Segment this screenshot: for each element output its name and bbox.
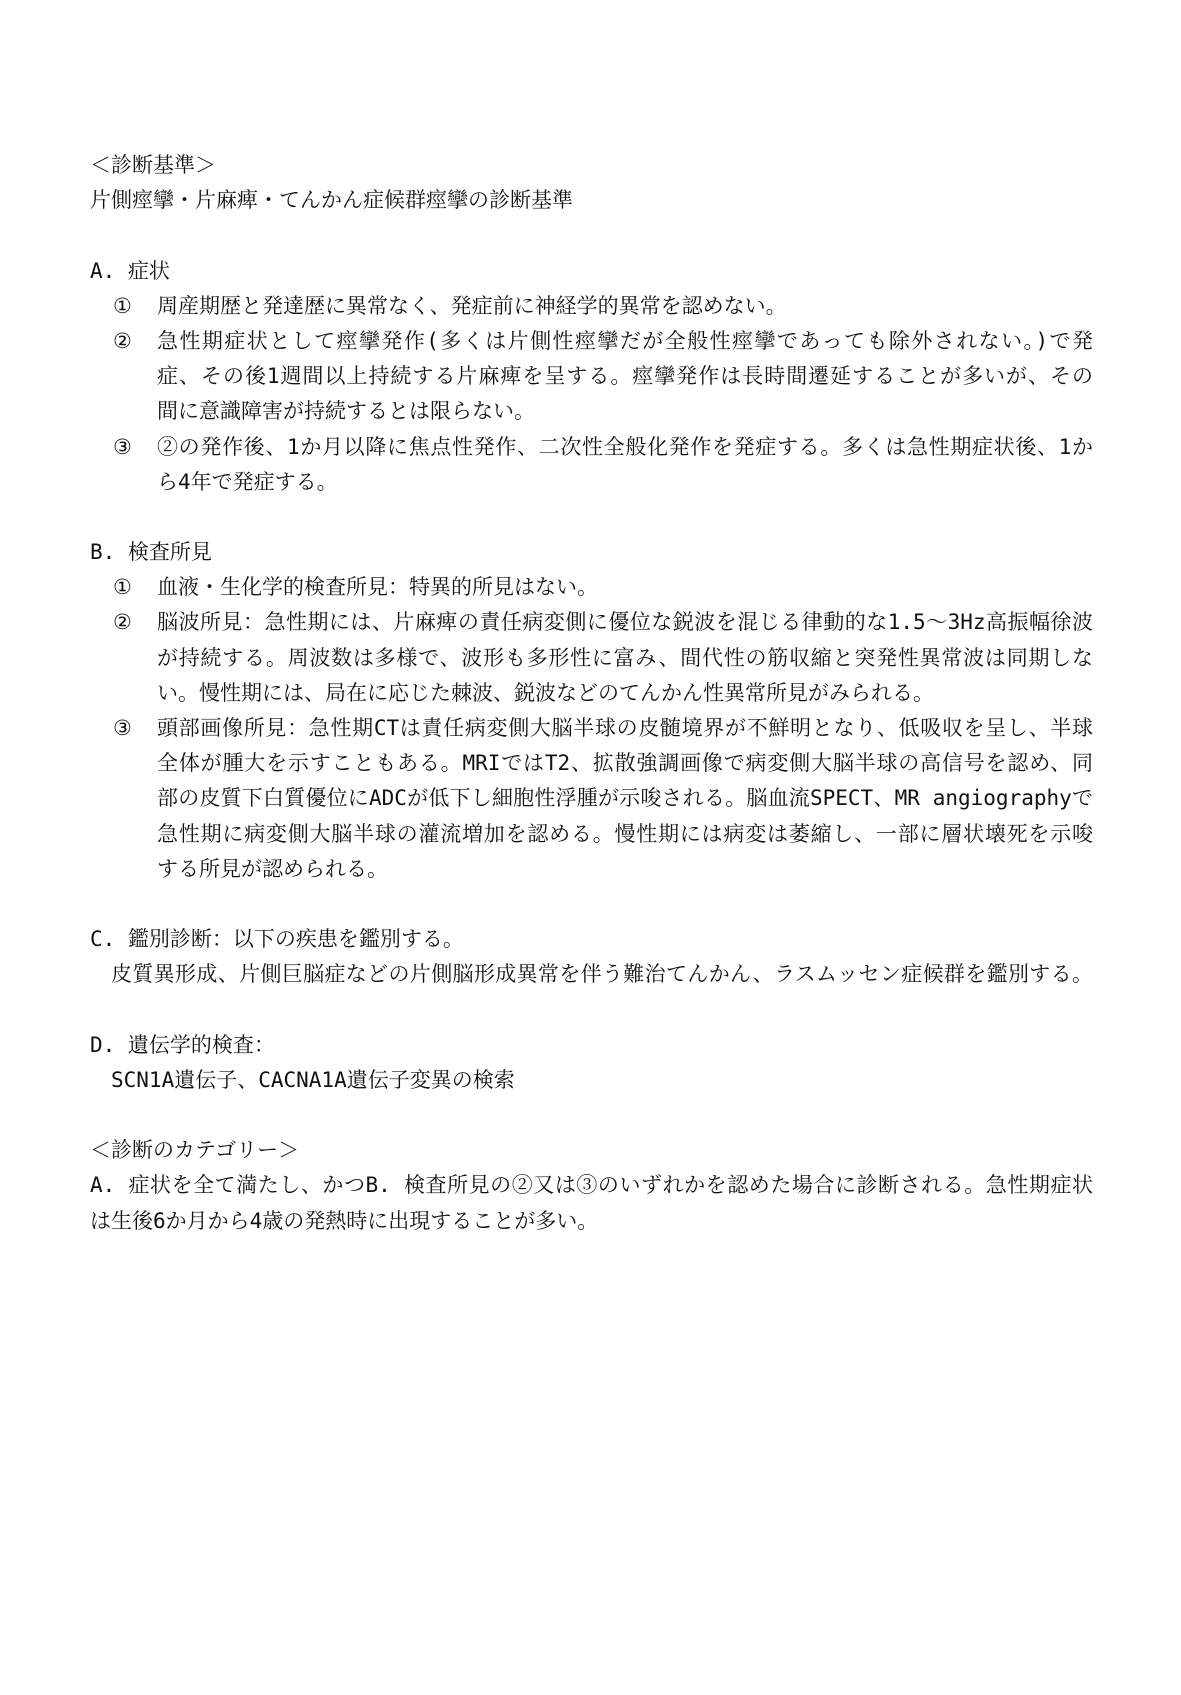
list-item bbox=[90, 430, 1093, 500]
category-title: ＜診断のカテゴリー＞ bbox=[90, 1138, 300, 1163]
category-text: A. 症状を全て満たし、かつB. 検査所見の②又は③のいずれかを認めた場合に診断される。急性期症状 bbox=[90, 1173, 1093, 1198]
item-number: ② bbox=[113, 610, 132, 635]
section-title: ＜診断基準＞ bbox=[90, 153, 216, 177]
item-text: する所見が認められる。 bbox=[157, 856, 388, 881]
item-number: ② bbox=[113, 328, 132, 353]
document-page bbox=[90, 148, 1093, 1239]
item-text: 周産期歴と発達歴に異常なく、発症前に神経学的異常を認めない。 bbox=[157, 293, 787, 318]
list-item bbox=[90, 570, 1093, 605]
list-item bbox=[90, 324, 1093, 430]
item-text: ら4年で発症する。 bbox=[157, 469, 338, 494]
section-d-body: SCN1A遺伝子、CACNA1A遺伝子変異の検索 bbox=[111, 1067, 515, 1092]
item-text: 頭部画像所見：急性期CTは責任病変側大脳半球の皮髄境界が不鮮明となり、低吸収を呈し、半球 bbox=[157, 716, 1093, 740]
section-d-heading: D. 遺伝学的検査： bbox=[90, 1032, 275, 1057]
item-text: 症、その後1週間以上持続する片麻痺を呈する。痙攣発作は長時間遷延することが多いが、その bbox=[157, 364, 1093, 389]
item-number: ① bbox=[113, 575, 132, 600]
document-subtitle: 片側痙攣・片麻痺・てんかん症候群痙攣の診断基準 bbox=[90, 188, 573, 213]
item-text: 脳波所見：急性期には、片麻痺の責任病変側に優位な鋭波を混じる律動的な1.5～3Hz高振幅徐波 bbox=[157, 610, 1093, 635]
item-text: ②の発作後、1か月以降に焦点性発作、二次性全般化発作を発症する。多くは急性期症状後、1か bbox=[157, 434, 1093, 459]
list-item bbox=[90, 711, 1093, 887]
item-text: い。慢性期には、局在に応じた棘波、鋭波などのてんかん性異常所見がみられる。 bbox=[157, 680, 934, 705]
item-number: ③ bbox=[113, 716, 132, 740]
item-text: が持続する。周波数は多様で、波形も多形性に富み、間代性の筋収縮と突発性異常波は同期しな bbox=[157, 645, 1093, 670]
item-text: 全体が腫大を示すこともある。MRIではT2、拡散強調画像で病変側大脳半球の高信号を認め、同 bbox=[157, 751, 1093, 776]
section-b-heading: B. 検査所見 bbox=[90, 540, 212, 565]
list-item bbox=[90, 605, 1093, 711]
item-text: 部の皮質下白質優位にADCが低下し細胞性浮腫が示唆される。脳血流SPECT、MR angiographyで bbox=[157, 786, 1093, 811]
list-item bbox=[90, 289, 1093, 324]
section-c-heading: C. 鑑別診断：以下の疾患を鑑別する。 bbox=[90, 927, 464, 952]
category-text: は生後6か月から4歳の発熱時に出現することが多い。 bbox=[90, 1208, 599, 1233]
item-text: 血液・生化学的検査所見：特異的所見はない。 bbox=[157, 575, 598, 600]
item-number: ③ bbox=[113, 434, 132, 459]
item-text: 急性期に病変側大脳半球の灌流増加を認める。慢性期には病変は萎縮し、一部に層状壊死を示唆 bbox=[157, 821, 1093, 846]
item-text: 間に意識障害が持続するとは限らない。 bbox=[157, 399, 535, 424]
item-text: 急性期症状として痙攣発作(多くは片側性痙攣だが全般性痙攣であっても除外されない。)で発 bbox=[157, 328, 1093, 353]
section-c-body: 皮質異形成、片側巨脳症などの片側脳形成異常を伴う難治てんかん、ラスムッセン症候群を鑑別する。 bbox=[111, 962, 1093, 987]
item-number: ① bbox=[113, 293, 132, 318]
section-a-heading: A. 症状 bbox=[90, 258, 170, 283]
